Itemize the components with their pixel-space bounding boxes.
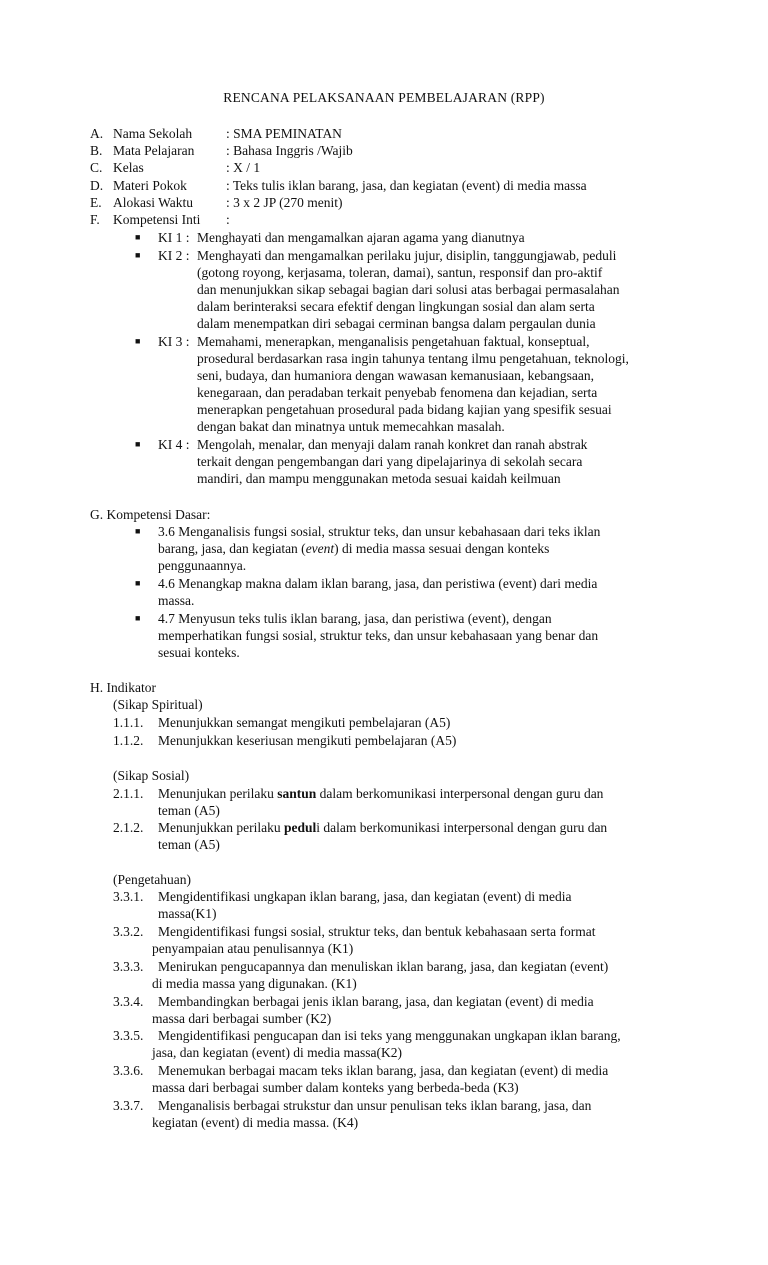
ki-text: Menghayati dan mengamalkan ajaran agama yang dianutnya: [197, 230, 525, 245]
bullet-icon: ■: [135, 613, 141, 623]
indikator-number: 1.1.2.: [113, 733, 144, 748]
indikator-text: massa dari berbagai sumber (K2): [152, 1011, 332, 1026]
identity-label: Mata Pelajaran: [113, 143, 195, 158]
identity-value: :: [226, 212, 230, 227]
identity-value: : Bahasa Inggris /Wajib: [226, 143, 353, 158]
indikator-text: jasa, dan kegiatan (event) di media massa(K2): [152, 1045, 403, 1060]
identity-letter: F.: [90, 212, 100, 227]
indikator-text: Menganalisis berbagai strukstur dan unsur penulisan teks iklan barang, jasa, dan: [158, 1098, 592, 1113]
document-title: RENCANA PELAKSANAAN PEMBELAJARAN (RPP): [223, 90, 545, 105]
identity-label: Alokasi Waktu: [113, 195, 194, 210]
ki-text: Memahami, menerapkan, menganalisis pengetahuan faktual, konseptual,: [197, 334, 590, 349]
kd-text: massa.: [158, 593, 195, 608]
indikator-number: 3.3.3.: [113, 959, 144, 974]
indikator-text: Menirukan pengucapannya dan menuliskan iklan barang, jasa, dan kegiatan (event): [158, 959, 609, 974]
bold-keyword: pedul: [283, 820, 317, 835]
bullet-icon: ■: [135, 439, 141, 449]
kd-text: sesuai konteks.: [158, 645, 240, 660]
indikator-text: teman (A5): [158, 837, 220, 852]
indikator-number: 2.1.1.: [113, 786, 144, 801]
identity-letter: E.: [90, 195, 102, 210]
indikator-text: Menunjukkan semangat mengikuti pembelajaran (A5): [158, 715, 451, 730]
indikator-number: 3.3.4.: [113, 994, 144, 1009]
bullet-icon: ■: [135, 232, 141, 242]
indikator-text: massa(K1): [158, 906, 217, 921]
bullet-icon: ■: [135, 578, 141, 588]
ki-text: dalam menempatkan diri sebagai cerminan bangsa dalam pergaulan dunia: [197, 316, 596, 331]
kd-text: 3.6 Menganalisis fungsi sosial, struktur teks, dan unsur kebahasaan dari teks iklan: [158, 524, 601, 539]
identity-letter: C.: [90, 160, 103, 175]
identity-letter: A.: [90, 126, 104, 141]
indikator-text: Menunjukkan keseriusan mengikuti pembelajaran (A5): [158, 733, 457, 748]
indikator-text: di media massa yang digunakan. (K1): [152, 976, 357, 991]
indikator-text: kegiatan (event) di media massa. (K4): [152, 1115, 359, 1130]
subheading-pengetahuan: (Pengetahuan): [113, 872, 191, 887]
identity-value: : SMA PEMINATAN: [226, 126, 342, 141]
indikator-number: 2.1.2.: [113, 820, 144, 835]
identity-value: : X / 1: [226, 160, 261, 175]
ki-label: KI 2 :: [158, 248, 190, 263]
indikator-number: 3.3.5.: [113, 1028, 144, 1043]
indikator-text: penyampaian atau penulisannya (K1): [152, 941, 354, 956]
kd-text: 4.6 Menangkap makna dalam iklan barang, jasa, dan peristiwa (event) dari media: [158, 576, 598, 591]
indikator-text: Mengidentifikasi ungkapan iklan barang, jasa, dan kegiatan (event) di media: [158, 889, 572, 904]
ki-text: dengan bakat dan minatnya untuk memecahkan masalah.: [197, 419, 505, 434]
identity-letter: D.: [90, 178, 104, 193]
ki-label: KI 4 :: [158, 437, 190, 452]
ki-text: Mengolah, menalar, dan menyaji dalam ranah konkret dan ranah abstrak: [197, 437, 588, 452]
indikator-number: 3.3.2.: [113, 924, 144, 939]
identity-value: : Teks tulis iklan barang, jasa, dan kegiatan (event) di media massa: [226, 178, 587, 193]
identity-letter: B.: [90, 143, 103, 158]
bullet-icon: ■: [135, 336, 141, 346]
indikator-number: 1.1.1.: [113, 715, 144, 730]
ki-text: prosedural berdasarkan rasa ingin tahunya tentang ilmu pengetahuan, teknologi,: [197, 351, 629, 366]
indikator-text: Menunjukan perilaku santun dalam berkomunikasi interpersonal dengan guru dan: [158, 786, 604, 801]
subheading-spiritual: (Sikap Spiritual): [113, 697, 203, 712]
kd-heading: G. Kompetensi Dasar:: [90, 507, 211, 522]
ki-text: menerapkan pengetahuan prosedural pada bidang kajian yang spesifik sesuai: [197, 402, 612, 417]
ki-text: dan menunjukkan sikap sebagai bagian dari solusi atas berbagai permasalahan: [197, 282, 620, 297]
ki-text: mandiri, dan mampu menggunakan metoda sesuai kaidah keilmuan: [197, 471, 561, 486]
indikator-number: 3.3.6.: [113, 1063, 144, 1078]
indikator-text: Membandingkan berbagai jenis iklan barang, jasa, dan kegiatan (event) di media: [158, 994, 594, 1009]
bold-keyword: santun: [277, 786, 317, 801]
indikator-text: teman (A5): [158, 803, 220, 818]
ki-text: Menghayati dan mengamalkan perilaku jujur, disiplin, tanggungjawab, peduli: [197, 248, 617, 263]
bullet-icon: ■: [135, 250, 141, 260]
ki-text: seni, budaya, dan humaniora dengan wawasan kemanusiaan, kebangsaan,: [197, 368, 594, 383]
indikator-number: 3.3.7.: [113, 1098, 144, 1113]
kd-text: barang, jasa, dan kegiatan (event) di media massa sesuai dengan konteks: [158, 541, 550, 556]
bullet-icon: ■: [135, 526, 141, 536]
indikator-text: Menunjukkan perilaku peduli dalam berkomunikasi interpersonal dengan guru dan: [158, 820, 608, 835]
indikator-heading: H. Indikator: [90, 680, 156, 695]
identity-label: Kelas: [113, 160, 144, 175]
kd-text: penggunaannya.: [158, 558, 247, 573]
ki-label: KI 3 :: [158, 334, 190, 349]
ki-label: KI 1 :: [158, 230, 190, 245]
identity-label: Materi Pokok: [113, 178, 187, 193]
indikator-number: 3.3.1.: [113, 889, 144, 904]
ki-text: dalam berinteraksi secara efektif dengan lingkungan sosial dan alam serta: [197, 299, 595, 314]
indikator-text: Menemukan berbagai macam teks iklan barang, jasa, dan kegiatan (event) di media: [158, 1063, 609, 1078]
identity-label: Nama Sekolah: [113, 126, 193, 141]
subheading-sosial: (Sikap Sosial): [113, 768, 190, 783]
kd-emphasis: event: [305, 541, 335, 556]
ki-text: terkait dengan pengembangan dari yang dipelajarinya di sekolah secara: [197, 454, 583, 469]
ki-text: (gotong royong, kerjasama, toleran, damai), santun, responsif dan pro-aktif: [197, 265, 603, 280]
indikator-text: Mengidentifikasi pengucapan dan isi teks yang menggunakan ungkapan iklan barang,: [158, 1028, 621, 1043]
indikator-text: Mengidentifikasi fungsi sosial, struktur teks, dan bentuk kebahasaan serta format: [158, 924, 596, 939]
kd-text: memperhatikan fungsi sosial, struktur teks, dan unsur kebahasaan yang benar dan: [158, 628, 599, 643]
identity-value: : 3 x 2 JP (270 menit): [226, 195, 343, 210]
kd-text: 4.7 Menyusun teks tulis iklan barang, jasa, dan peristiwa (event), dengan: [158, 611, 552, 626]
identity-label: Kompetensi Inti: [113, 212, 201, 227]
ki-text: kenegaraan, dan peradaban terkait penyebab fenomena dan kejadian, serta: [197, 385, 598, 400]
indikator-text: massa dari berbagai sumber dalam konteks yang berbeda-beda (K3): [152, 1080, 519, 1095]
